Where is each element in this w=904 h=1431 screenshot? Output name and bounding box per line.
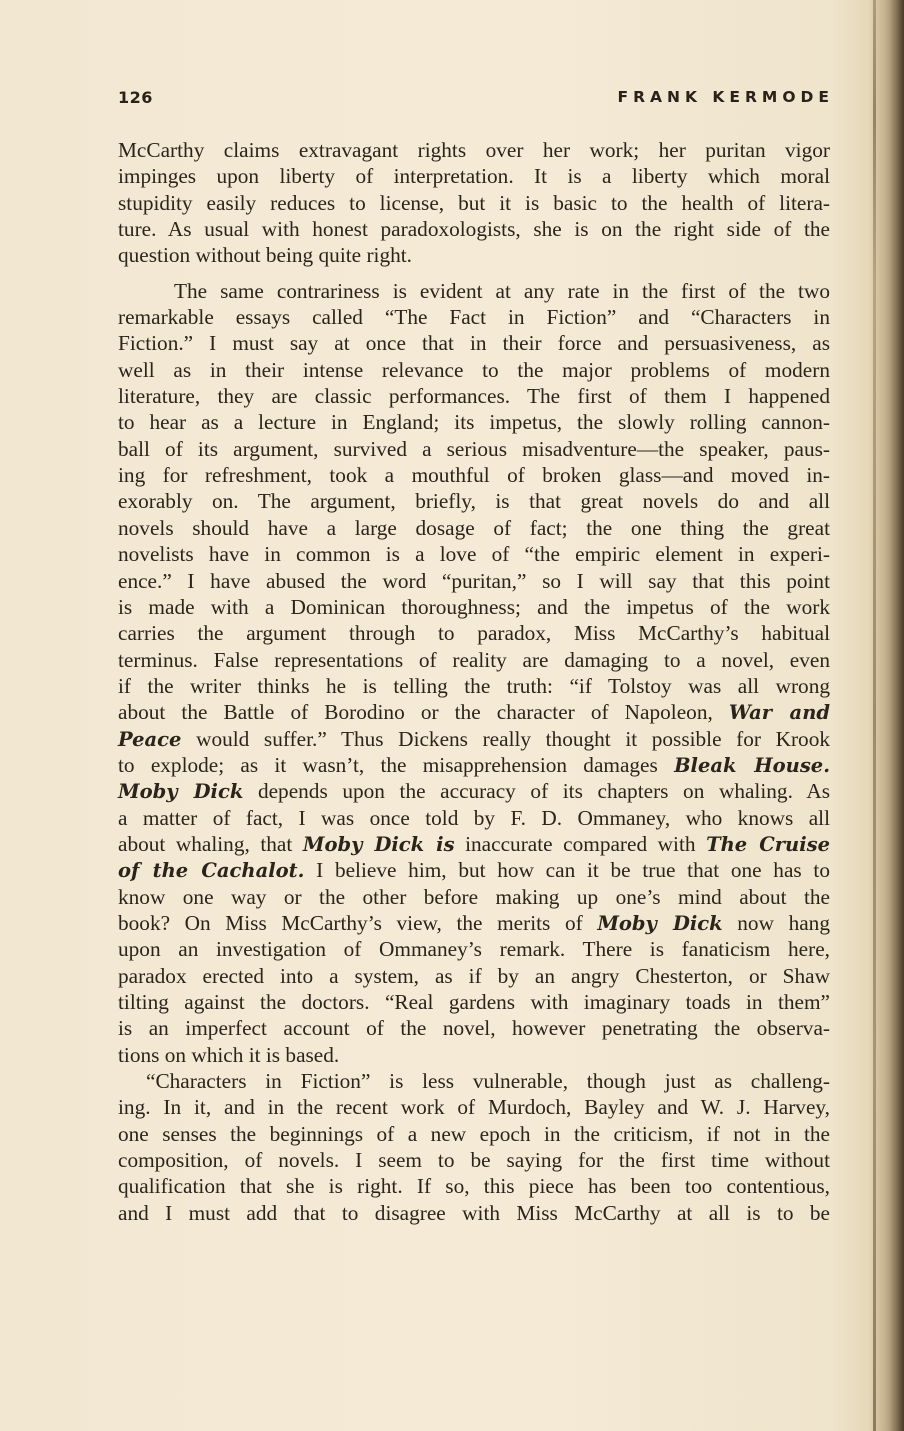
- text-line: novels should have a large dosage of fact; the one thing the great: [118, 515, 830, 540]
- italic-title: Moby Dick is: [302, 832, 455, 856]
- text-line: one senses the beginnings of a new epoch in the criticism, if not in the: [118, 1121, 830, 1146]
- line-text: inaccurate compared with: [454, 831, 707, 856]
- line-text: now hang: [722, 910, 830, 935]
- text-line: and I must add that to disagree with Miss McCarthy at all is to be: [118, 1200, 830, 1225]
- text-line: [118, 857, 830, 883]
- text-line: impinges upon liberty of interpretation. It is a liberty which moral: [118, 164, 830, 189]
- text-line: ing for refreshment, took a mouthful of broken glass—and moved in-: [118, 463, 830, 488]
- text-line: upon an investigation of Ommaney’s remark. There is fanaticism here,: [118, 937, 830, 962]
- running-head: FRANK KERMODE: [617, 88, 834, 106]
- text-line: know one way or the other before making up one’s mind about the: [118, 884, 830, 909]
- text-line: [118, 752, 830, 778]
- italic-title: Peace: [118, 727, 182, 751]
- text-line: paradox erected into a system, as if by an angry Chesterton, or Shaw: [118, 963, 830, 988]
- line-text: I believe him, but how can it be true that one has to: [304, 858, 830, 883]
- text-line: McCarthy claims extravagant rights over her work; her puritan vigor: [118, 138, 830, 162]
- page-number: 126: [118, 88, 153, 107]
- line-text: to explode; as it wasn’t, the misapprehension damages: [118, 752, 675, 777]
- text-line: question without being quite right.: [118, 243, 412, 268]
- line-text: book? On Miss McCarthy’s view, the merits of: [118, 910, 598, 935]
- text-line: remarkable essays called “The Fact in Fiction” and “Characters in: [118, 305, 830, 330]
- text-line: ing. In it, and in the recent work of Murdoch, Bayley and W. J. Harvey,: [118, 1095, 830, 1120]
- text-line: ence.” I have abused the word “puritan,” so I will say that this point: [118, 568, 830, 593]
- text-line: a matter of fact, I was once told by F. D. Ommaney, who knows all: [118, 805, 830, 830]
- line-text: would suffer.” Thus Dickens really thought it possible for Krook: [181, 726, 830, 751]
- text-line: [118, 778, 830, 804]
- text-line: [118, 831, 830, 857]
- text-line: terminus. False representations of reality are damaging to a novel, even: [118, 647, 830, 672]
- italic-title: Bleak House.: [674, 753, 831, 777]
- text-line: is an imperfect account of the novel, however penetrating the observa-: [118, 1016, 830, 1041]
- text-line: composition, of novels. I seem to be saying for the first time without: [118, 1148, 830, 1173]
- text-line: [118, 726, 830, 752]
- text-line: carries the argument through to paradox, Miss McCarthy’s habitual: [118, 621, 830, 646]
- italic-title: War and: [728, 701, 831, 725]
- text-line: “Characters in Fiction” is less vulnerable, though just as challeng-: [146, 1069, 830, 1094]
- text-line: ture. As usual with honest paradoxologists, she is on the right side of the: [118, 217, 830, 242]
- body-text: [118, 137, 830, 1226]
- italic-title: The Cruise: [706, 832, 830, 856]
- text-line: stupidity easily reduces to license, but it is basic to the health of litera-: [118, 190, 830, 215]
- italic-title: of the Cachalot.: [118, 859, 305, 883]
- text-line: [118, 910, 830, 936]
- italic-title: Moby Dick: [597, 911, 723, 935]
- text-line: novelists have in common is a love of “the empiric element in experi-: [118, 542, 830, 567]
- text-line: Fiction.” I must say at once that in their force and persuasiveness, as: [118, 331, 830, 356]
- text-line: ball of its argument, survived a serious misadventure—the speaker, paus-: [118, 436, 830, 461]
- line-text: depends upon the accuracy of its chapters on whaling. As: [243, 779, 830, 804]
- text-line: well as in their intense relevance to the major problems of modern: [118, 357, 830, 382]
- line-text: about whaling, that: [118, 831, 303, 856]
- text-line: literature, they are classic performances. The first of them I happened: [118, 384, 830, 409]
- text-line: tions on which it is based.: [118, 1042, 340, 1067]
- text-line: to hear as a lecture in England; its impetus, the slowly rolling cannon-: [118, 410, 830, 435]
- page-binding-edge: [873, 0, 876, 1431]
- text-line: exorably on. The argument, briefly, is that great novels do and all: [118, 489, 830, 514]
- text-line: The same contrariness is evident at any rate in the first of the two: [174, 278, 830, 303]
- italic-title: Moby Dick: [118, 780, 244, 804]
- text-line: qualification that she is right. If so, this piece has been too contentious,: [118, 1174, 830, 1199]
- line-text: about the Battle of Borodino or the character of Napoleon,: [118, 700, 729, 725]
- text-line: is made with a Dominican thoroughness; and the impetus of the work: [118, 594, 830, 619]
- text-line: if the writer thinks he is telling the truth: “if Tolstoy was all wrong: [118, 673, 830, 698]
- page-header: [118, 88, 834, 110]
- text-line: tilting against the doctors. “Real gardens with imaginary toads in them”: [118, 990, 830, 1014]
- text-line: [118, 699, 830, 725]
